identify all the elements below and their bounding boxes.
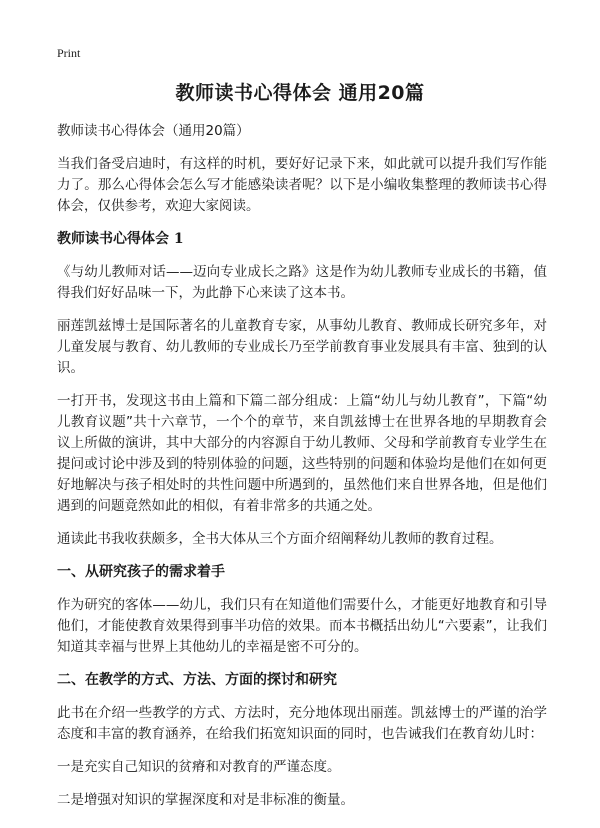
intro-paragraph: 当我们备受启迪时，有这样的时机，要好好记录下来，如此就可以提升我们写作能力了。那么心得体会怎么写才能感染读者呢？以下是小编收集整理的教师读书心得体会，仅供参考，欢迎大家阅读。	[57, 156, 547, 214]
paragraph: 通读此书我收获颇多，全书大体从三个方面介绍阐释幼儿教师的教育过程。	[57, 531, 503, 547]
document-subtitle: 教师读书心得体会（通用20篇）	[57, 123, 250, 139]
subsection-heading: 一、从研究孩子的需求着手	[57, 564, 225, 580]
paragraph: 一是充实自己知识的贫瘠和对教育的严谨态度。	[57, 759, 341, 775]
section-heading: 教师读书心得体会 1	[57, 231, 184, 247]
subsection-heading: 二、在教学的方式、方法、方面的探讨和研究	[57, 672, 337, 688]
paragraph: 此书在介绍一些教学的方式、方法时，充分地体现出丽莲。凯兹博士的严谨的治学态度和丰富的教育涵养，在给我们拓宽知识面的同时，也告诫我们在教育幼儿时：	[57, 705, 547, 742]
print-label: Print	[57, 46, 81, 60]
paragraph: 丽莲凯兹博士是国际著名的儿童教育专家，从事幼儿教育、教师成长研究多年，对儿童发展与教育、幼儿教师的专业成长乃至学前教育事业发展具有丰富、独到的认识。	[57, 318, 547, 376]
document-body	[57, 121, 547, 823]
paragraph: 一打开书，发现这书由上篇和下篇二部分组成：上篇“幼儿与幼儿教育”，下篇“幼儿教育议题”共十六章节，一个个的章节，来自凯兹博士在世界各地的早期教育会议上所做的演讲，其中大部分的内容源自于幼儿教师、父母和学前教育专业学生在提问或讨论中涉及到的特别体验的问题，这些特别的问题和体验均是他们在如何更好地解决与孩子相处时的共性问题中所遇到的，虽然他们来自世界各地，但是他们遇到的问题竟然如此的相似，有着非常多的共通之处。	[57, 393, 547, 514]
paragraph: 《与幼儿教师对话——迈向专业成长之路》这是作为幼儿教师专业成长的书籍，值得我们好好品味一下，为此静下心来读了这本书。	[57, 264, 547, 301]
page-title: 教师读书心得体会 通用20篇	[175, 82, 425, 104]
paragraph: 作为研究的客体——幼儿，我们只有在知道他们需要什么，才能更好地教育和引导他们，才能使教育效果得到事半功倍的效果。而本书概括出幼儿“六要素”，让我们知道其幸福与世界上其他幼儿的幸福是密不可分的。	[57, 597, 547, 655]
paragraph: 二是增强对知识的掌握深度和对是非标准的衡量。	[57, 792, 354, 808]
